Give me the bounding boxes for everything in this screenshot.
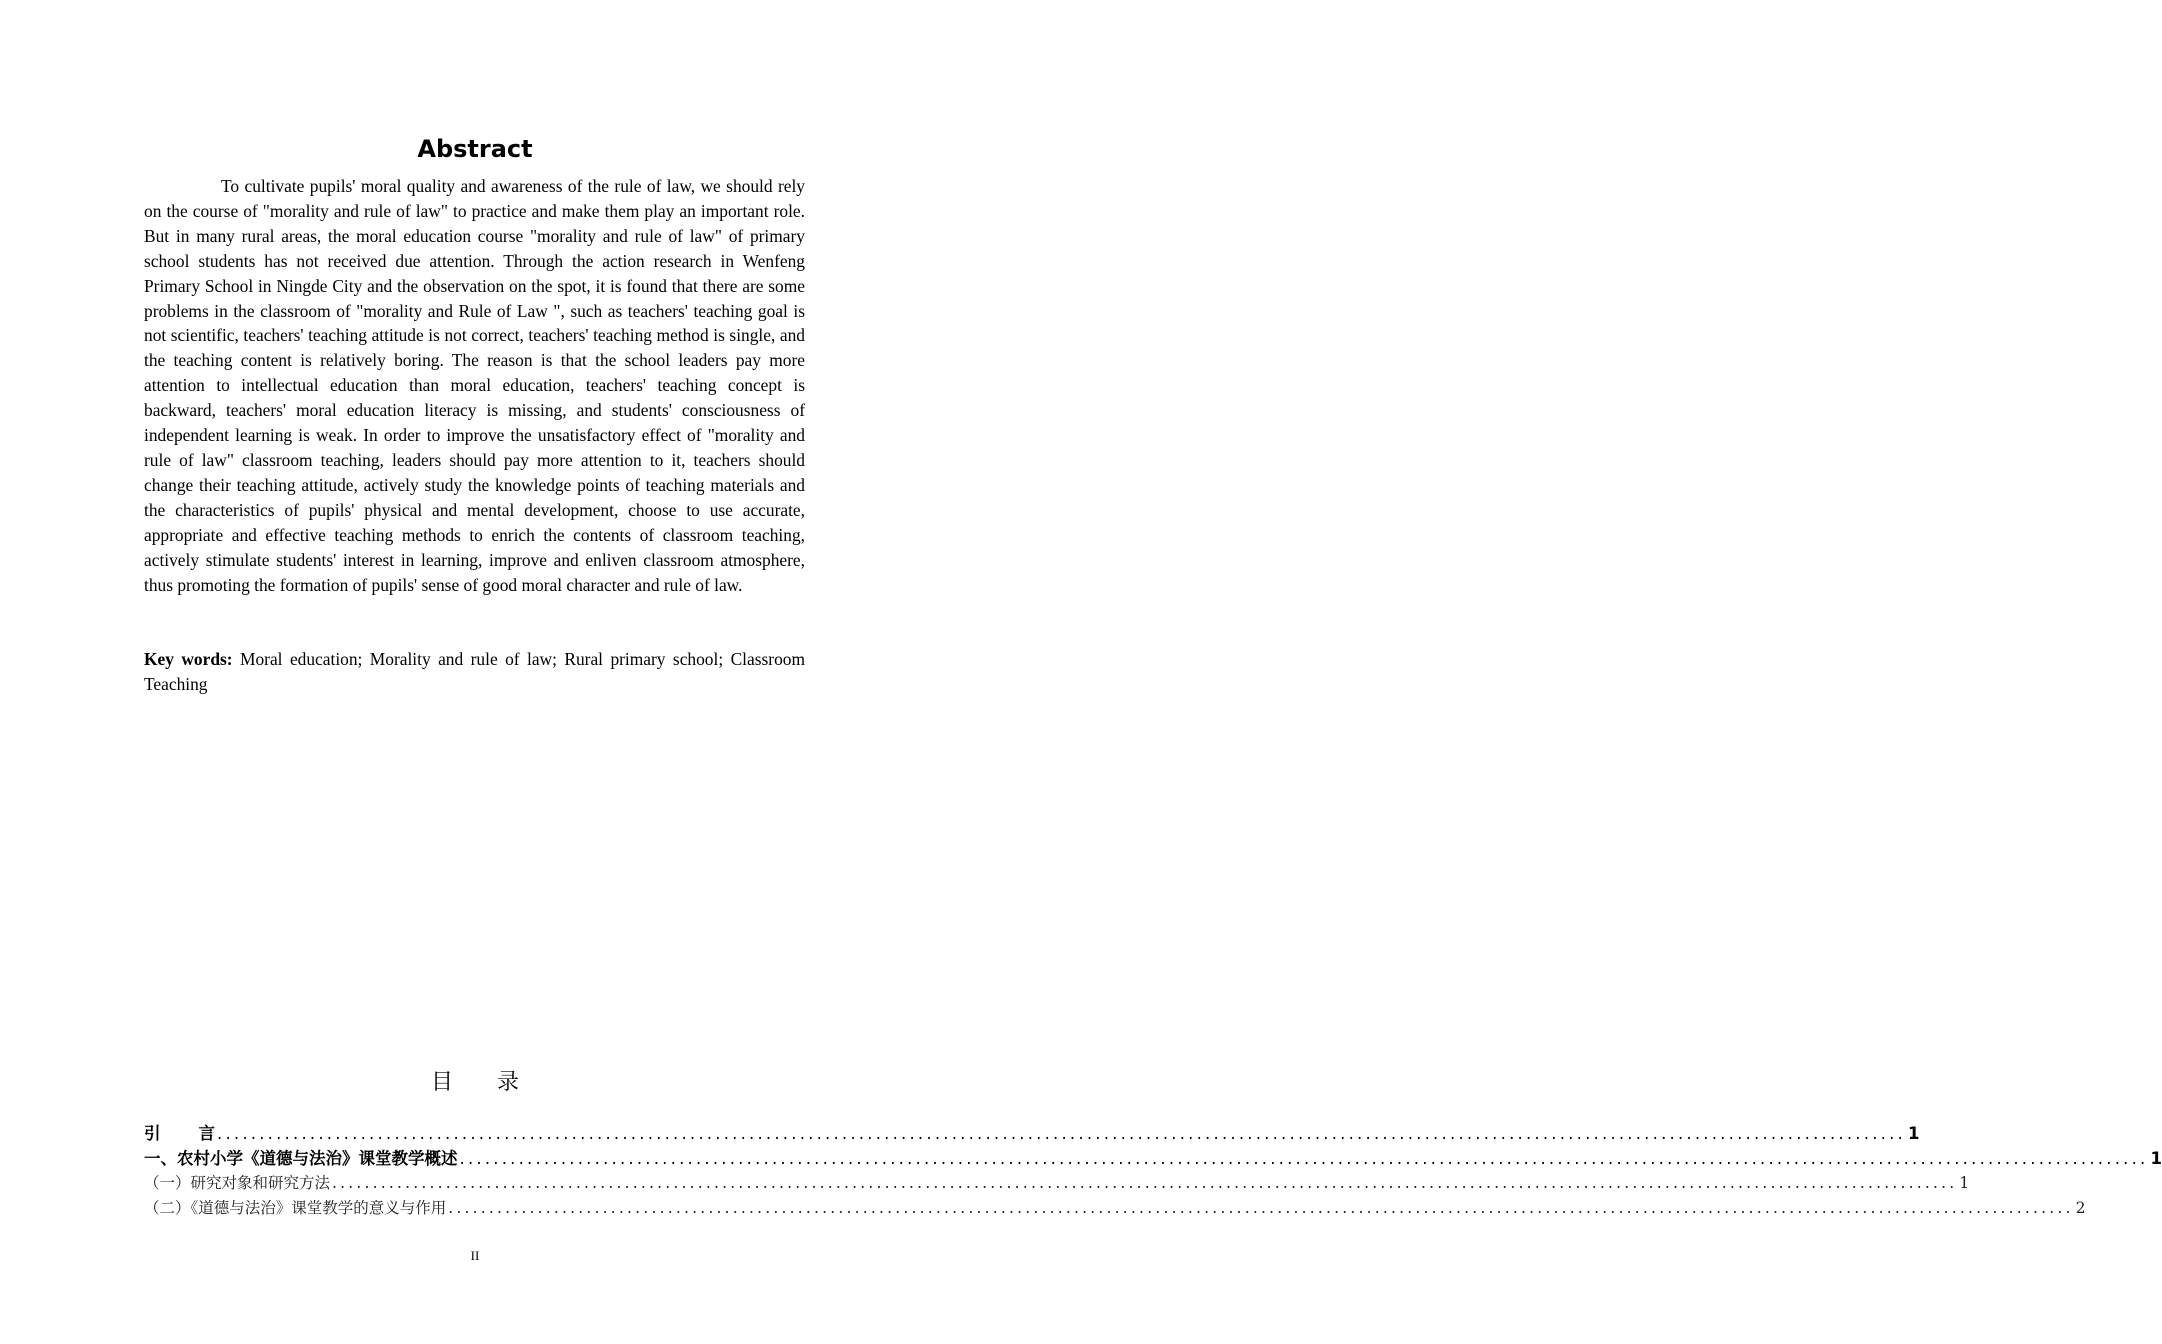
keywords-text: Moral education; Morality and rule of law; Rural primary school; Classroom Teaching <box>144 649 805 694</box>
abstract-keywords <box>144 647 805 697</box>
toc-leader-dots: ........................................................................................................................................................................................................ <box>448 1199 2074 1217</box>
toc-entry-page: 2 <box>2075 1199 2086 1217</box>
toc-entry-page: 1 <box>1959 1174 1970 1192</box>
toc-entry-page: 1 <box>1907 1124 1920 1143</box>
toc-title <box>0 1068 950 1098</box>
toc-entry-intro[interactable] <box>144 1121 1920 1146</box>
page-number: II <box>470 1248 480 1263</box>
toc-leader-dots: ........................................................................................................................................................................................................ <box>332 1174 1958 1192</box>
toc-title-char-1: 目 <box>430 1070 453 1095</box>
abstract-title: Abstract <box>417 135 533 163</box>
toc-leader-dots: ........................................................................................................................................................................................................ <box>217 1124 1906 1143</box>
toc-entry[interactable] <box>144 1171 1970 1196</box>
toc-entry-label: （一）研究对象和研究方法 <box>144 1174 331 1192</box>
toc-leader-dots: ........................................................................................................................................................................................................ <box>459 1149 2149 1168</box>
toc-title-char-2: 录 <box>497 1070 520 1095</box>
toc-entry[interactable] <box>144 1146 2162 1171</box>
toc-entry-label: （二）《道德与法治》课堂教学的意义与作用 <box>144 1199 447 1217</box>
abstract-body: To cultivate pupils' moral quality and awareness of the rule of law, we should rely on the course of "morality and rule of law" to practice and make them play an important role. But in many rural areas, the moral education course "morality and rule of law" of primary school students has not received due attention. Through the action research in Wenfeng Primary School in Ningde City and the observation on the spot, it is found that there are some problems in the classroom of "morality and Rule of Law ", such as teachers' teaching goal is not scientific, teachers' teaching attitude is not correct, teachers' teaching method is single, and the teaching content is relatively boring. The reason is that the school leaders pay more attention to intellectual education than moral education, teachers' teaching concept is backward, teachers' moral education literacy is missing, and students' consciousness of independent learning is weak. In order to improve the unsatisfactory effect of "morality and rule of law" classroom teaching, leaders should pay more attention to it, teachers should change their teaching attitude, actively study the knowledge points of teaching materials and the characteristics of pupils' physical and mental development, choose to use accurate, appropriate and effective teaching methods to enrich the contents of classroom teaching, actively stimulate students' interest in learning, improve and enliven classroom atmosphere, thus promoting the formation of pupils' sense of good moral character and rule of law. <box>144 176 805 595</box>
toc-entry[interactable] <box>144 1196 2086 1221</box>
toc-entry-label: 一、农村小学《道德与法治》课堂教学概述 <box>144 1149 458 1168</box>
toc-entry-page: 1 <box>2150 1149 2162 1168</box>
toc-entry-label: 引 言 <box>144 1124 215 1143</box>
table-of-contents <box>144 1121 2162 1221</box>
keywords-label: Key words: <box>144 649 233 669</box>
